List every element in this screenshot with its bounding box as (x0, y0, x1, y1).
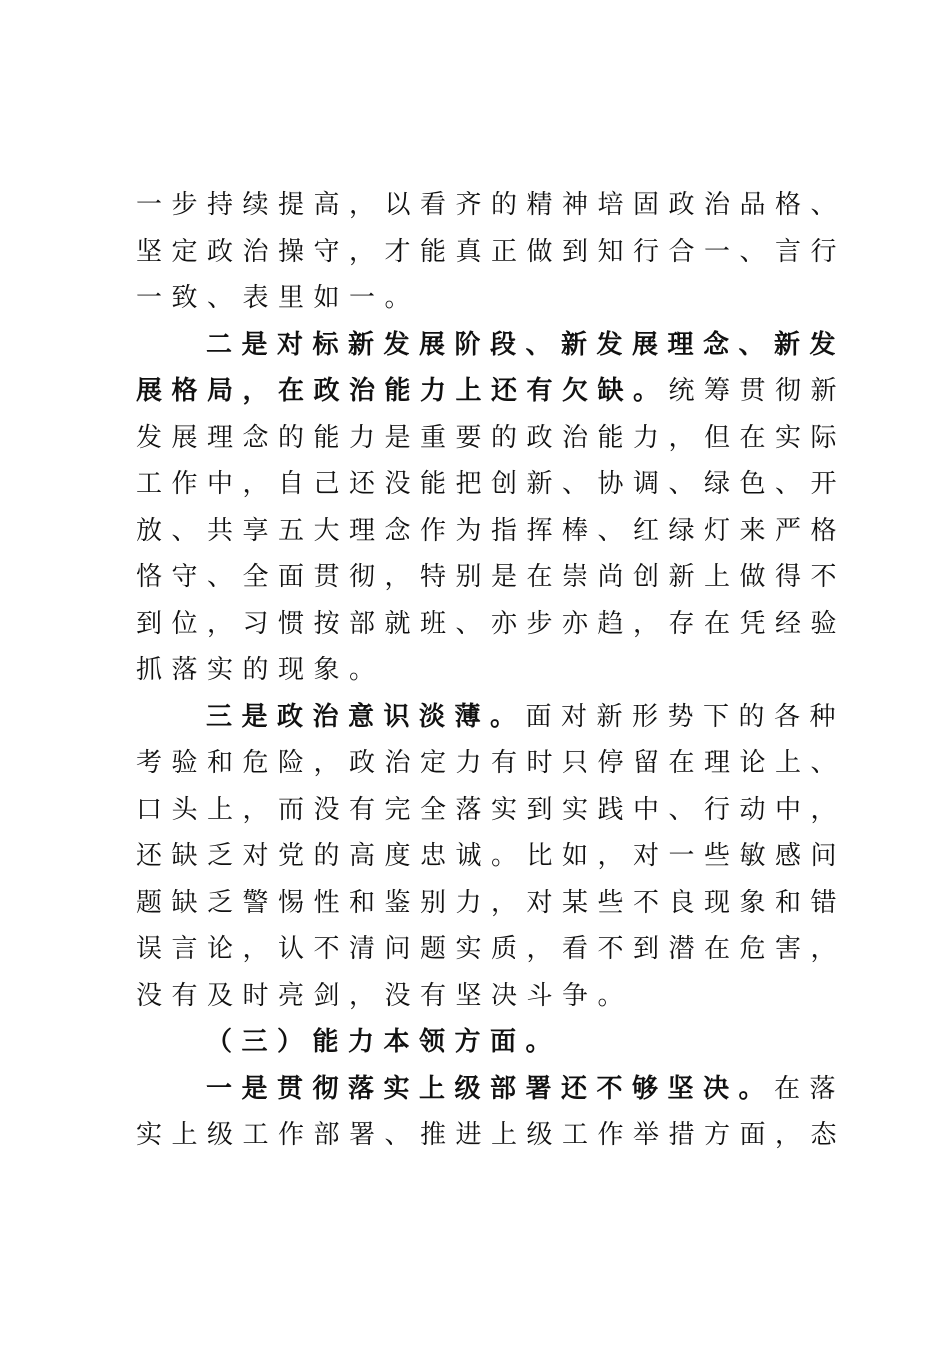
text-line (136, 601, 847, 648)
text-line (136, 1112, 847, 1159)
text-line (136, 787, 847, 834)
text-run: 抓落实的现象。 (136, 655, 385, 685)
text-line (136, 182, 847, 229)
text-run: 放、共享五大理念作为指挥棒、红绿灯来严格 (136, 515, 847, 546)
text-run: 在落 (774, 1073, 846, 1104)
text-run: 统筹贯彻新 (668, 376, 847, 406)
bold-text-run: 三是政治意识淡薄。 (206, 701, 526, 732)
text-run: 考验和危险，政治定力有时只停留在理论上、 (136, 748, 847, 778)
text-line (136, 415, 847, 462)
bold-text-run: 二是对标新发展阶段、新发展理念、新发 (206, 329, 846, 360)
text-line (136, 1019, 820, 1066)
text-line (136, 554, 847, 601)
text-run: 实上级工作部署、推进上级工作举措方面，态 (136, 1120, 847, 1150)
text-line (136, 694, 846, 741)
text-line (136, 833, 847, 880)
text-run: 一致、表里如一。 (136, 283, 421, 313)
text-line (136, 926, 847, 973)
bold-text-run: （三）能力本领方面。 (206, 1027, 562, 1057)
text-line (136, 740, 847, 787)
text-line (136, 647, 820, 694)
text-line (136, 1066, 846, 1113)
text-run: 工作中，自己还没能把创新、协调、绿色、开 (136, 469, 847, 499)
text-run: 误言论，认不清问题实质，看不到潜在危害， (136, 934, 847, 964)
text-run: 发展理念的能力是重要的政治能力，但在实际 (136, 422, 847, 453)
text-run: 没有及时亮剑，没有坚决斗争。 (136, 980, 634, 1011)
text-line (136, 880, 847, 927)
bold-text-run: 一是贯彻落实上级部署还不够坚决。 (206, 1073, 775, 1104)
text-line (136, 508, 847, 555)
text-line (136, 368, 847, 415)
text-run: 一步持续提高，以看齐的精神培固政治品格、 (136, 190, 847, 220)
text-line (136, 322, 846, 369)
text-run: 到位，习惯按部就班、亦步亦趋，存在凭经验 (136, 608, 847, 639)
text-run: 题缺乏警惕性和鉴别力，对某些不良现象和错 (136, 887, 847, 918)
text-run: 口头上，而没有完全落实到实践中、行动中， (136, 794, 847, 825)
text-run: 坚定政治操守，才能真正做到知行合一、言行 (136, 236, 847, 267)
text-line (136, 461, 847, 508)
text-run: 恪守、全面贯彻，特别是在崇尚创新上做得不 (136, 562, 847, 592)
text-line (136, 229, 847, 276)
text-run: 还缺乏对党的高度忠诚。比如，对一些敏感问 (136, 841, 847, 871)
text-run: 面对新形势下的各种 (525, 701, 846, 732)
document-body (136, 182, 847, 1159)
text-line (136, 973, 820, 1020)
text-line (136, 275, 820, 322)
bold-text-run: 展格局，在政治能力上还有欠缺。 (136, 376, 669, 406)
